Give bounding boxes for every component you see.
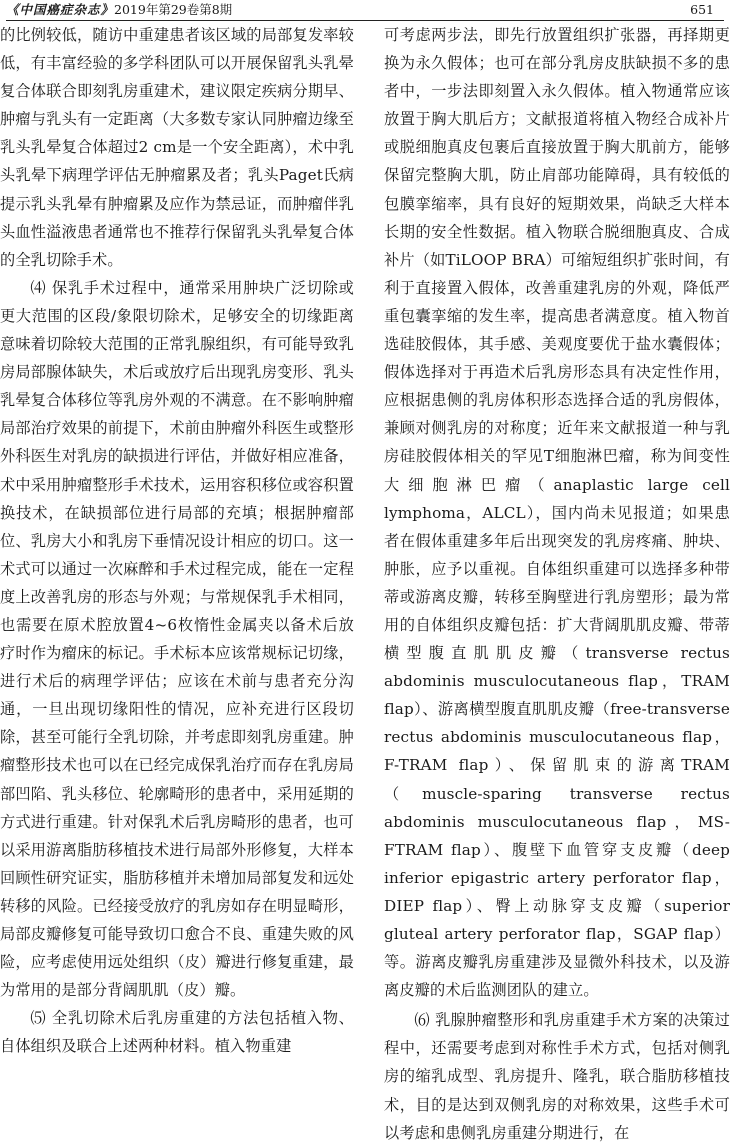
running-header	[6, 0, 724, 21]
right-column	[384, 21, 730, 1142]
issue-info: 2019年第29卷第8期	[114, 2, 233, 17]
paragraph-item-6: ⑹ 乳腺肿瘤整形和乳房重建手术方案的决策过程中，还需要考虑到对称性手术方式，包括对侧乳房的缩乳成型、乳房提升、隆乳，联合脂肪移植技术，目的是达到双侧乳房的对称效果，这些手术可以考虑和患侧乳房重建分期进行，在	[384, 1011, 730, 1142]
paragraph-item-5-continued: 可考虑两步法，即先行放置组织扩张器，再择期更换为永久假体；也可在部分乳房皮肤缺损不多的患者中，一步法即刻置入永久假体。植入物通常应该放置于胸大肌后方；文献报道将植入物经合成补片或脱细胞真皮包裹后直接放置于胸大肌前方，能够保留完整胸大肌，防止肩部功能障碍，具有较低的包膜挛缩率，具有良好的短期效果，尚缺乏大样本长期的安全性数据。植入物联合脱细胞真皮、合成补片（如TiLOOP BRA）可缩短组织扩张时间，有利于直接置入假体，改善重建乳房的外观，降低严重包囊挛缩的发生率，提高患者满意度。植入物首选硅胶假体，其手感、美观度要优于盐水囊假体；假体选择对于再造术后乳房形态具有决定性作用，应根据患侧的乳房体积形态选择合适的乳房假体，兼顾对侧乳房的对称度；近年来文献报道一种与乳房硅胶假体相关的罕见T细胞淋巴瘤，称为间变性大细胞淋巴瘤（anaplastic large cell lymphoma，ALCL），国内尚未见报道；如果患者在假体重建多年后出现突发的乳房疼痛、肿块、肿胀，应予以重视。自体组织重建可以选择多种带蒂或游离皮瓣，转移至胸壁进行乳房塑形；最为常用的自体组织皮瓣包括：扩大背阔肌肌皮瓣、带蒂横型腹直肌肌皮瓣（transverse rectus abdominis musculocutaneous flap，TRAM flap）、游离横型腹直肌肌皮瓣（free-transverse rectus abdominis musculocutaneous flap，F-TRAM flap）、保留肌束的游离TRAM（muscle-sparing transverse rectus abdominis musculocutaneous flap，MS-FTRAM flap）、腹壁下血管穿支皮瓣（deep inferior epigastric artery perforator flap，DIEP flap）、臀上动脉穿支皮瓣（superior gluteal artery perforator flap，SGAP flap）等。游离皮瓣乳房重建涉及显微外科技术，以及游离皮瓣的术后监测团队的建立。	[384, 26, 730, 1000]
journal-citation	[6, 0, 232, 20]
paragraph-item-5: ⑸ 全乳切除术后乳房重建的方法包括植入物、自体组织及联合上述两种材料。植入物重建	[0, 1009, 354, 1056]
left-column	[0, 21, 354, 1056]
journal-name: 《中国癌症杂志》	[6, 2, 115, 17]
paragraph-item-4: ⑷ 保乳手术过程中，通常采用肿块广泛切除或更大范围的区段/象限切除术，足够安全的切缘距离意味着切除较大范围的正常乳腺组织，有可能导致乳房局部腺体缺失，术后或放疗后出现乳房变形、乳头乳晕复合体移位等乳房外观的不满意。在不影响肿瘤局部治疗效果的前提下，术前由肿瘤外科医生或整形外科医生对乳房的缺损进行评估，并做好相应准备，术中采用肿瘤整形手术技术，运用容积移位或容积置换技术，在缺损部位进行局部的充填；根据肿瘤部位、乳房大小和乳房下垂情况设计相应的切口。这一术式可以通过一次麻醉和手术过程完成，能在一定程度上改善乳房的形态与外观；与常规保乳手术相同，也需要在原术腔放置4~6枚惰性金属夹以备术后放疗时作为瘤床的标记。手术标本应该常规标记切缘，进行术后的病理学评估；应该在术前与患者充分沟通，一旦出现切缘阳性的情况，应补充进行区段切除，甚至可能行全乳切除，并考虑即刻乳房重建。肿瘤整形技术也可以在已经完成保乳治疗而存在乳房局部凹陷、乳头移位、轮廓畸形的患者中，采用延期的方式进行重建。针对保乳术后乳房畸形的患者，也可以采用游离脂肪移植技术进行局部外形修复，大样本回顾性研究证实，脂肪移植并未增加局部复发和远处转移的风险。已经接受放疗的乳房如存在明显畸形，局部皮瓣修复可能导致切口愈合不良、重建失败的风险，应考虑使用远处组织（皮）瓣进行修复重建，最为常用的是部分背阔肌肌（皮）瓣。	[0, 278, 354, 1000]
page-number: 651	[690, 2, 714, 17]
paragraph-continuation: 的比例较低，随访中重建患者该区域的局部复发率较低，有丰富经验的多学科团队可以开展保留乳头乳晕复合体联合即刻乳房重建术，建议限定疾病分期早、肿瘤与乳头有一定距离（大多数专家认同肿瘤边缘至乳头乳晕复合体超过2 cm是一个安全距离），术中乳头乳晕下病理学评估无肿瘤累及者；乳头Paget氏病提示乳头乳晕有肿瘤累及应作为禁忌证，而肿瘤伴乳头血性溢液患者通常也不推荐行保留乳头乳晕复合体的全乳切除手术。	[0, 26, 354, 269]
